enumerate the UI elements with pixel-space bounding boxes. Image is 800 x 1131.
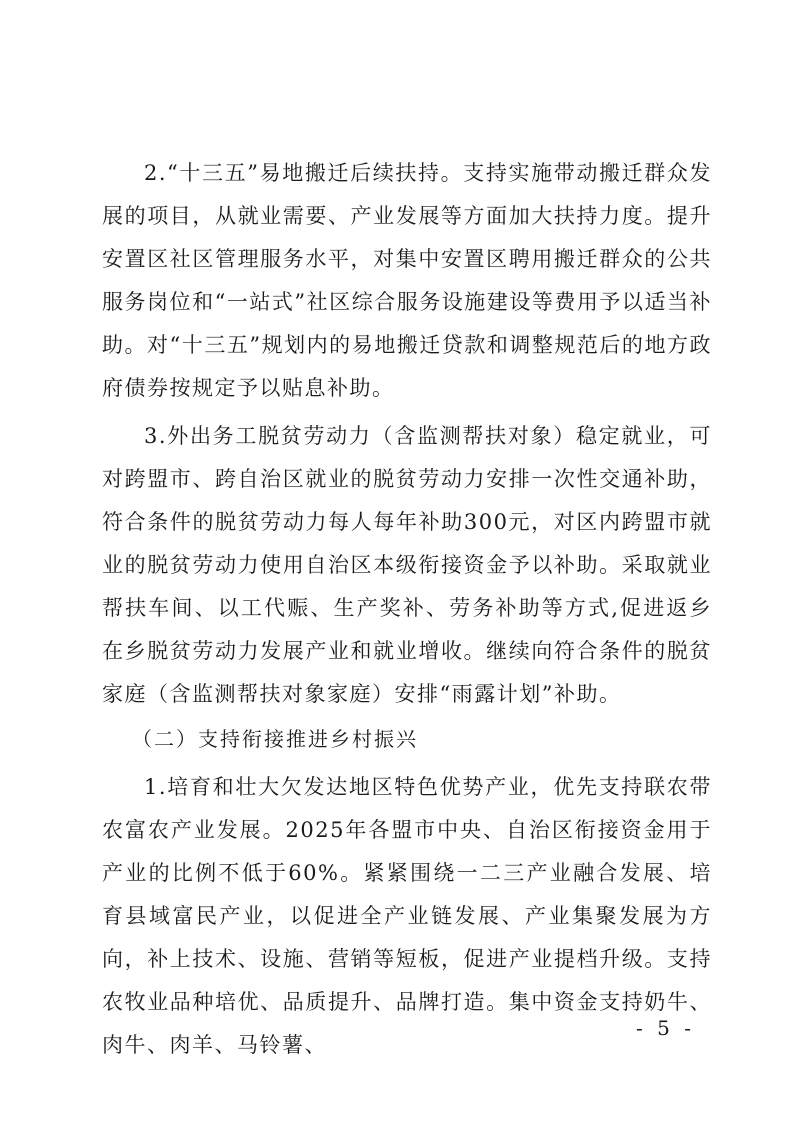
page-number: - 5 - xyxy=(636,1016,695,1040)
paragraph-industry-support: 1.培育和壮大欠发达地区特色优势产业，优先支持联农带农富农产业发展。2025年各盟市中央、自治区衔接资金用于产业的比例不低于60%。紧紧围绕一二三产业融合发展、培育县域富民产业，以促进全产业链发展、产业集聚发展为方向，补上技术、设施、营销等短板，促进产业提档升级。支持农牧业品种培优、品质提升、品牌打造。集中资金支持奶牛、肉牛、肉羊、马铃薯、 xyxy=(102,775,712,1057)
paragraph-relocation-support: 2.“十三五”易地搬迁后续扶持。支持实施带动搬迁群众发展的项目，从就业需要、产业发展等方面加大扶持力度。提升安置区社区管理服务水平，对集中安置区聘用搬迁群众的公共服务岗位和“一站式”社区综合服务设施建设等费用予以适当补助。对“十三五”规划内的易地搬迁贷款和调整规范后的地方政府债券按规定予以贴息补助。 xyxy=(102,161,712,400)
document-body xyxy=(102,152,712,1067)
paragraph-employment-support: 3.外出务工脱贫劳动力（含监测帮扶对象）稳定就业，可对跨盟市、跨自治区就业的脱贫劳动力安排一次性交通补助，符合条件的脱贫劳动力每人每年补助300元，对区内跨盟市就业的脱贫劳动力使用自治区本级衔接资金予以补助。采取就业帮扶车间、以工代赈、生产奖补、劳务补助等方式,促进返乡在乡脱贫劳动力发展产业和就业增收。继续向符合条件的脱贫家庭（含监测帮扶对象家庭）安排“雨露计划”补助。 xyxy=(102,424,712,706)
section-heading: （二）支持衔接推进乡村振兴 xyxy=(132,727,418,751)
